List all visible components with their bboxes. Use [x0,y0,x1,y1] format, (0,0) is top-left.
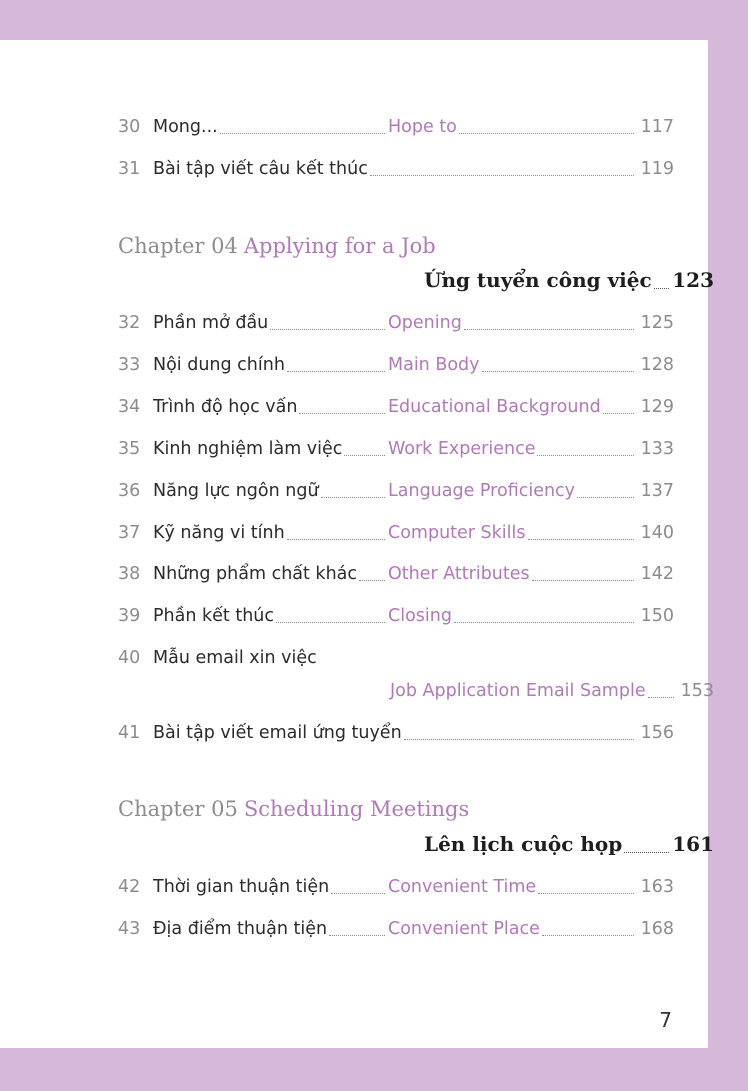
leader-dots [404,739,634,740]
leader-dots [577,497,634,498]
entry-en-title: Other Attributes [388,564,530,585]
entry-number: 38 [118,564,141,585]
entry-vi-title: Trình độ học vấn [153,396,298,417]
chapter-vi-heading [424,829,714,859]
page-number: 7 [659,1008,672,1032]
entry-en-title: Educational Background [388,396,601,417]
entry-vi-title: Phần kết thúc [153,606,275,627]
leader-dots [542,935,634,936]
entry-en-title: Language Proficiency [388,480,576,501]
entry-page: 140 [640,522,674,543]
entry-vi-title: Địa điểm thuận tiện [153,918,328,939]
leader-dots [270,329,385,330]
leader-dots [654,288,670,289]
toc-entry-39 [118,604,674,628]
entry-vi-title: Phần mở đầu [153,313,269,333]
chapter-vi-title: Ứng tuyển công việc [424,268,652,292]
toc-entry-33 [118,353,674,377]
entry-number: 41 [118,723,141,743]
toc-entry-36 [118,479,674,503]
entry-vi-title: Thời gian thuận tiện [153,877,330,897]
entry-vi-title: Mong... [153,117,218,137]
entry-en-title: Main Body [388,354,480,375]
entry-en-title: Work Experience [388,438,536,459]
leader-dots [329,935,385,936]
entry-number: 42 [118,877,141,897]
chapter-label: Chapter 04 [118,234,238,258]
entry-en-title: Convenient Place [388,918,540,939]
entry-en-title: Hope to [388,117,457,137]
entry-number: 35 [118,438,141,459]
chapter-title: Applying for a Job [243,234,436,258]
leader-dots [528,539,634,540]
entry-page: 129 [640,396,674,417]
leader-dots [537,455,633,456]
toc-entry-41 [118,721,674,745]
entry-en-title: Convenient Time [388,877,537,897]
entry-page: 156 [640,723,674,743]
entry-page: 128 [640,354,674,375]
entry-page: 150 [640,606,674,627]
toc-entry-43 [118,917,674,941]
toc-entry-34 [118,395,674,419]
entry-page: 133 [640,438,674,459]
entry-en-title: Closing [388,606,452,627]
leader-dots [220,133,385,134]
leader-dots [454,622,634,623]
entry-en-title: Computer Skills [388,522,526,543]
toc-entry-42 [118,875,674,899]
toc-entry-30 [118,115,674,139]
entry-vi-title: Năng lực ngôn ngữ [153,480,319,501]
chapter-title: Scheduling Meetings [243,797,470,821]
entry-vi-title: Bài tập viết email ứng tuyển [153,723,402,743]
leader-dots [648,697,674,698]
entry-vi-title: Những phẩm chất khác [153,564,358,585]
leader-dots [331,893,385,894]
chapter-label: Chapter 05 [118,797,238,821]
leader-dots [359,580,385,581]
leader-dots [321,497,385,498]
entry-number: 36 [118,480,141,501]
entry-vi-title: Kinh nghiệm làm việc [153,438,343,459]
toc-entry-40 [118,646,674,670]
leader-dots [276,622,385,623]
toc-entry-32 [118,311,674,335]
entry-page: 142 [640,564,674,585]
leader-dots [482,371,634,372]
leader-dots [538,893,633,894]
entry-number: 43 [118,918,141,939]
entry-vi-title: Kỹ năng vi tính [153,522,285,543]
toc-entry-31 [118,157,674,181]
entry-page: 163 [640,877,674,897]
chapter-heading [118,232,436,260]
entry-page: 168 [640,918,674,939]
chapter-page: 123 [672,268,714,292]
toc-entry-37 [118,521,674,545]
entry-number: 31 [118,159,141,179]
entry-number: 39 [118,606,141,627]
chapter-heading [118,795,469,823]
entry-vi-title: Mẫu email xin việc [153,648,317,668]
chapter-page: 161 [672,832,714,856]
entry-page: 153 [680,681,714,701]
leader-dots [370,175,634,176]
entry-number: 37 [118,522,141,543]
chapter-vi-title: Lên lịch cuộc họp [424,832,623,856]
entry-number: 33 [118,354,141,375]
entry-page: 119 [640,159,674,179]
leader-dots [287,371,385,372]
toc-entry-35 [118,437,674,461]
chapter-vi-heading [424,265,714,295]
leader-dots [532,580,634,581]
entry-page: 137 [640,480,674,501]
entry-number: 30 [118,117,141,137]
entry-number: 40 [118,648,141,668]
entry-en-title: Opening [388,313,462,333]
entry-en-title: Job Application Email Sample [389,681,646,701]
leader-dots [287,539,385,540]
entry-number: 32 [118,313,141,333]
leader-dots [603,413,634,414]
leader-dots [624,852,669,853]
entry-page: 117 [640,117,674,137]
leader-dots [459,133,634,134]
leader-dots [344,455,385,456]
entry-vi-title: Nội dung chính [153,354,285,375]
entry-number: 34 [118,396,141,417]
entry-vi-title: Bài tập viết câu kết thúc [153,159,368,179]
toc-entry-40-en [314,679,714,703]
leader-dots [464,329,634,330]
toc-entry-38 [118,562,674,586]
entry-page: 125 [640,313,674,333]
leader-dots [299,413,385,414]
